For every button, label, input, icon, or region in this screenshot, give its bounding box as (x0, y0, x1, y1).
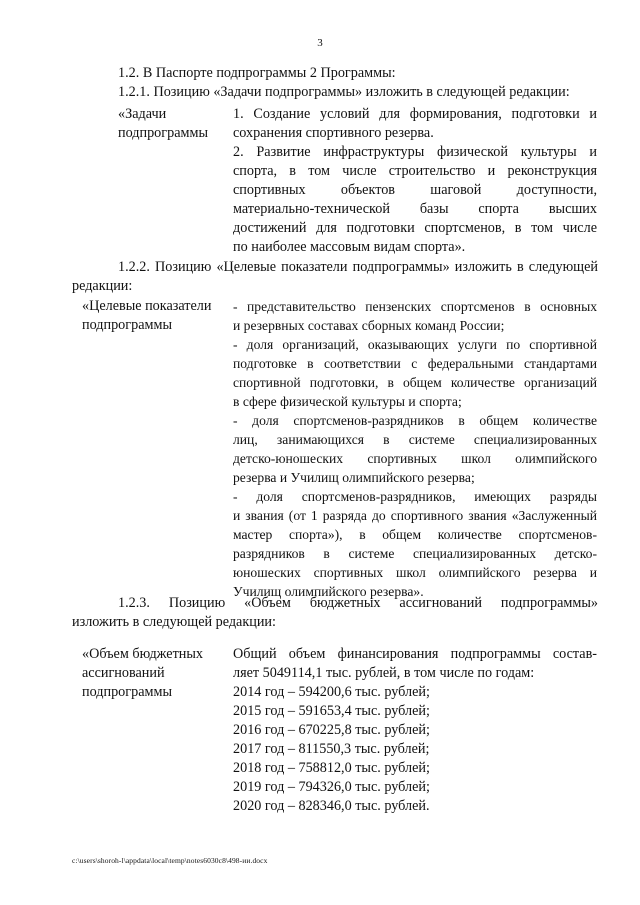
item-1-2-3-line1: 1.2.3. Позицию «Объем бюджетных ассигнований подпрограммы» (118, 595, 598, 611)
page-number: 3 (317, 37, 323, 49)
item-1-2-1: 1.2.1. Позицию «Задачи подпрограммы» изложить в следующей редакции: (118, 84, 570, 100)
tasks-label: «Задачи подпрограммы (118, 106, 208, 141)
item-1-2-2-line2: редакции: (72, 278, 133, 294)
budget-label: «Объем бюджетных ассигнований подпрограммы (82, 646, 204, 700)
item-1-2-2-line1: 1.2.2. Позицию «Целевые показатели подпрограммы» изложить в следующей (118, 259, 598, 275)
indicators-label: «Целевые показатели подпрограммы (82, 298, 212, 333)
budget-text: Общий объем финансирования подпрограммы состав- ляет 5049114,1 тыс. рублей, в том числе по годам: 2014 год – 594200,6 тыс. рублей; 2015 год – 591653,4 тыс. рублей; 2016 год – 670225,8 тыс. рублей; 2017 год – 811550,3 тыс. рублей; 2018 год – 758812,0 тыс. рублей; 2019 год – 794326,0 тыс. рублей; 2020 год – 828346,0 тыс. рублей. (233, 646, 597, 814)
item-1-2-3-line2: изложить в следующей редакции: (72, 614, 276, 630)
indicators-text: - представительство пензенских спортсменов в основных и резервных составах сборных команд России; - доля организаций, оказывающих услуги по спортивной подготовке в соответствии с федеральными стандартами спортивной подготовки, в общем количестве организаций в сфере физической культуры и спорта; - доля спортсменов-разрядников в общем количестве лиц, занимающихся в системе специализированных детско-юношеских спортивных школ олимпийского резерва и Училищ олимпийского резерва; - доля спортсменов-разрядников, имеющих разряды и звания (от 1 разряда до спортивного звания «Заслуженный мастер спорта»), в общем количестве спортсменов- разрядников в системе специализированных детско- юношеских спортивных школ олимпийского резерва и Училищ олимпийского резерва». (233, 299, 597, 599)
section-heading-1-2: 1.2. В Паспорте подпрограммы 2 Программы: (118, 65, 396, 81)
file-path-footer: c:\users\shoroh-l\appdata\local\temp\notes6030c8\498-ии.docx (72, 856, 268, 865)
tasks-text: 1. Создание условий для формирования, подготовки и сохранения спортивного резерва. 2. Развитие инфраструктуры физической культуры и спорта, в том числе строительство и реконструкция спортивных объектов шаговой доступности, материально-технической базы спорта высших достижений для подготовки спортсменов, в том числе по наиболее массовым видам спорта». (233, 106, 597, 255)
